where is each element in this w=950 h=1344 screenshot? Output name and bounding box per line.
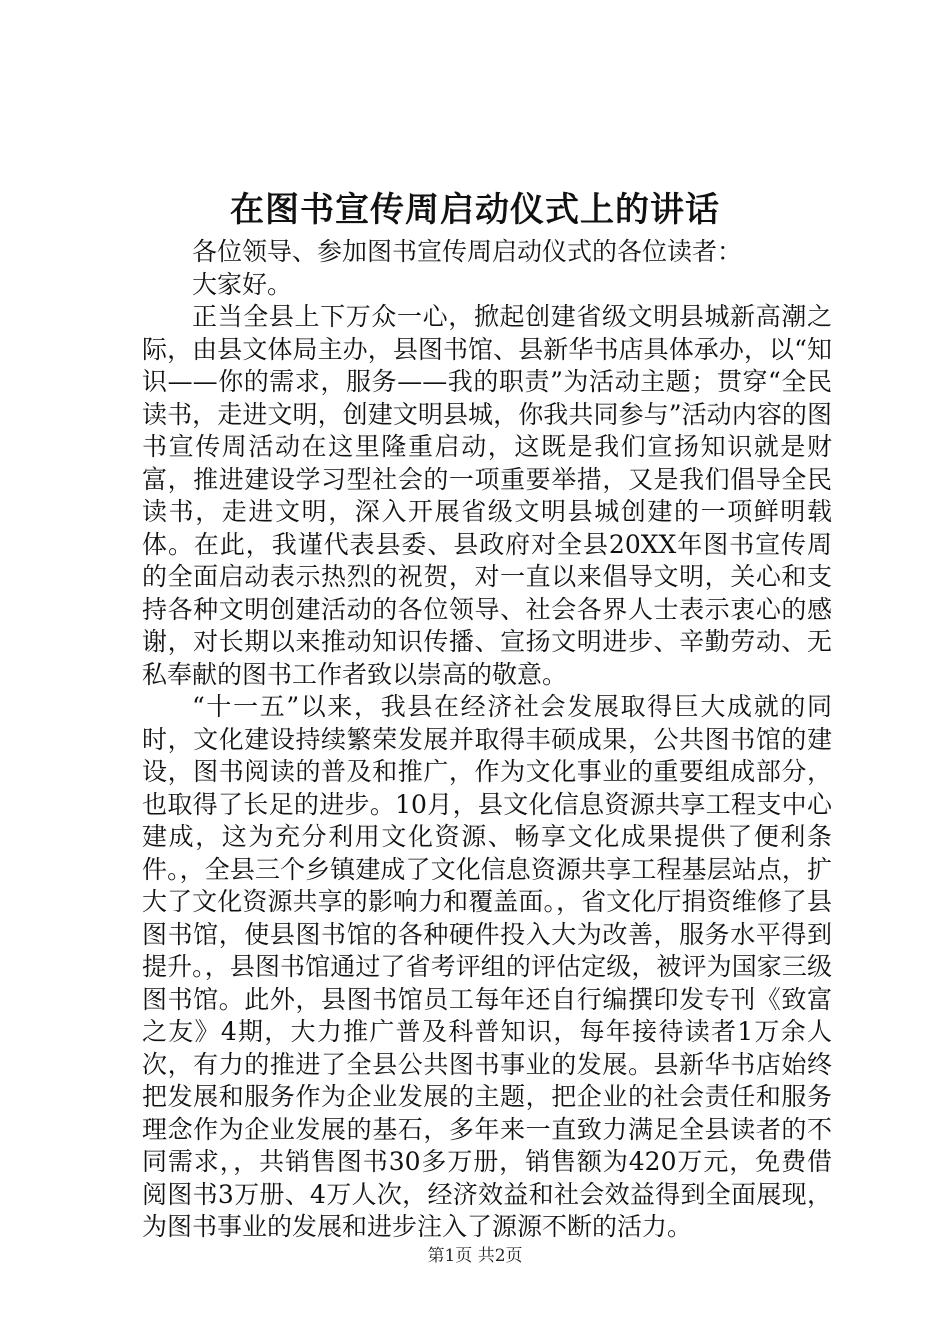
document-body	[142, 236, 832, 1244]
page-title: 在图书宣传周启动仪式上的讲话	[230, 190, 720, 230]
body-paragraph: “十一五”以来，我县在经济社会发展取得巨大成就的同时，文化建设持续繁荣发展并取得丰硕成果，公共图书馆的建设，图书阅读的普及和推广，作为文化事业的重要组成部分，也取得了长足的进步。10月，县文化信息资源共享工程支中心建成，这为充分利用文化资源、畅享文化成果提供了便利条件。，全县三个乡镇建成了文化信息资源共享工程基层站点，扩大了文化资源共享的影响力和覆盖面。，省文化厅捐资维修了县图书馆，使县图书馆的各种硬件投入大为改善，服务水平得到提升。，县图书馆通过了省考评组的评估定级，被评为国家三级图书馆。此外，县图书馆员工每年还自行编撰印发专刊《致富之友》4期，大力推广普及科普知识，每年接待读者1万余人次，有力的推进了全县公共图书事业的发展。县新华书店始终把发展和服务作为企业发展的主题，把企业的社会责任和服务理念作为企业发展的基石，多年来一直致力满足全县读者的不同需求，，共销售图书30多万册，销售额为420万元，免费借阅图书3万册、4万人次，经济效益和社会效益得到全面展现，为图书事业的发展和进步注入了源源不断的活力。	[142, 692, 832, 1241]
salutation-paragraph: 各位领导、参加图书宣传周启动仪式的各位读者：	[192, 237, 743, 266]
greeting-paragraph: 大家好。	[192, 269, 293, 299]
body-paragraph: 正当全县上下万众一心，掀起创建省级文明县城新高潮之际，由县文体局主办，县图书馆、县新华书店具体承办，以“知识——你的需求，服务——我的职责”为活动主题；贯穿“全民读书，走进文明，创建文明县城，你我共同参与”活动内容的图书宣传周活动在这里隆重启动，这既是我们宣扬知识就是财富，推进建设学习型社会的一项重要举措，又是我们倡导全民读书，走进文明，深入开展省级文明县城创建的一项鲜明载体。在此，我谨代表县委、县政府对全县20XX年图书宣传周的全面启动表示热烈的祝贺，对一直以来倡导文明，关心和支持各种文明创建活动的各位领导、社会各界人士表示衷心的感谢，对长期以来推动知识传播、宣扬文明进步、辛勤劳动、无私奉献的图书工作者致以崇高的敬意。	[142, 302, 832, 689]
page-number-footer: 第1页 共2页	[427, 1246, 523, 1266]
